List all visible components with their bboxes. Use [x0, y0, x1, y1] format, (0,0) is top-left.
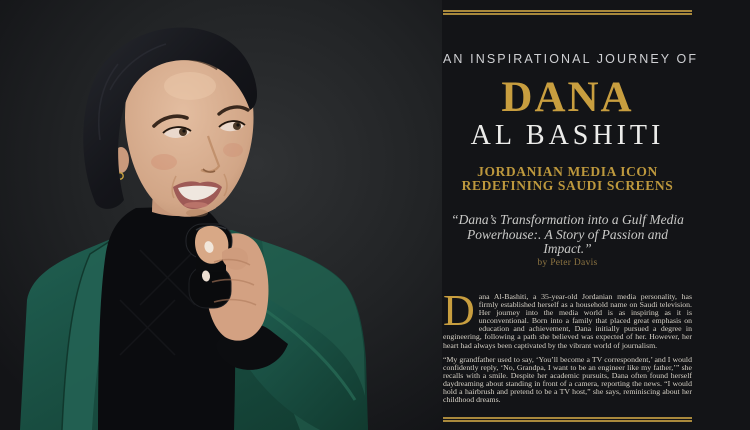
tagline: [443, 165, 692, 193]
paragraph-2: “My grandfather used to say, ‘You’ll become a TV correspondent,’ and I would confidently reply, ‘No, Grandpa, I want to be an engineer like my father,’” she recalls with a smile. Despite her academic pursuits, Dana often found herself daydreaming about standing in front of a camera, reporting the news. “I would hold a hairbrush and pretend to be a TV host,” she says, reminiscing about her childhood dreams.: [443, 354, 692, 405]
pull-quote-line-1: “Dana’s Transformation into a Gulf Media: [451, 212, 684, 227]
paragraph-1: [443, 286, 692, 350]
bottom-gold-rule: [443, 417, 692, 422]
kicker: AN INSPIRATIONAL JOURNEY OF: [443, 52, 699, 66]
drop-cap: D: [443, 286, 475, 335]
tagline-line-2: REDEFINING SAUDI SCREENS: [461, 178, 674, 193]
editorial-panel: [443, 0, 699, 430]
pull-quote-line-2: Powerhouse:. A Story of Passion and Impact.”: [466, 226, 668, 256]
top-gold-rule: [443, 10, 692, 15]
paragraph-1-text: ana Al-Bashiti, a 35-year-old Jordanian media personality, has firmly established herself as a household name on Saudi television. Her journey into the media world is as inspiring as it is unconventional. Born into a family that placed great emphasis on education and achievement, Dana initially pursued a degree in engineering, following a path she believed was expected of her. However, her heart had always been captivated by the vibrant world of journalism.: [443, 292, 692, 350]
article-title: DANA: [501, 74, 634, 121]
article-body: [443, 286, 692, 405]
article-subtitle: AL BASHITI: [470, 120, 665, 151]
pull-quote: [443, 213, 692, 257]
tagline-line-1: JORDANIAN MEDIA ICON: [477, 164, 658, 179]
byline: by Peter Davis: [537, 258, 598, 268]
